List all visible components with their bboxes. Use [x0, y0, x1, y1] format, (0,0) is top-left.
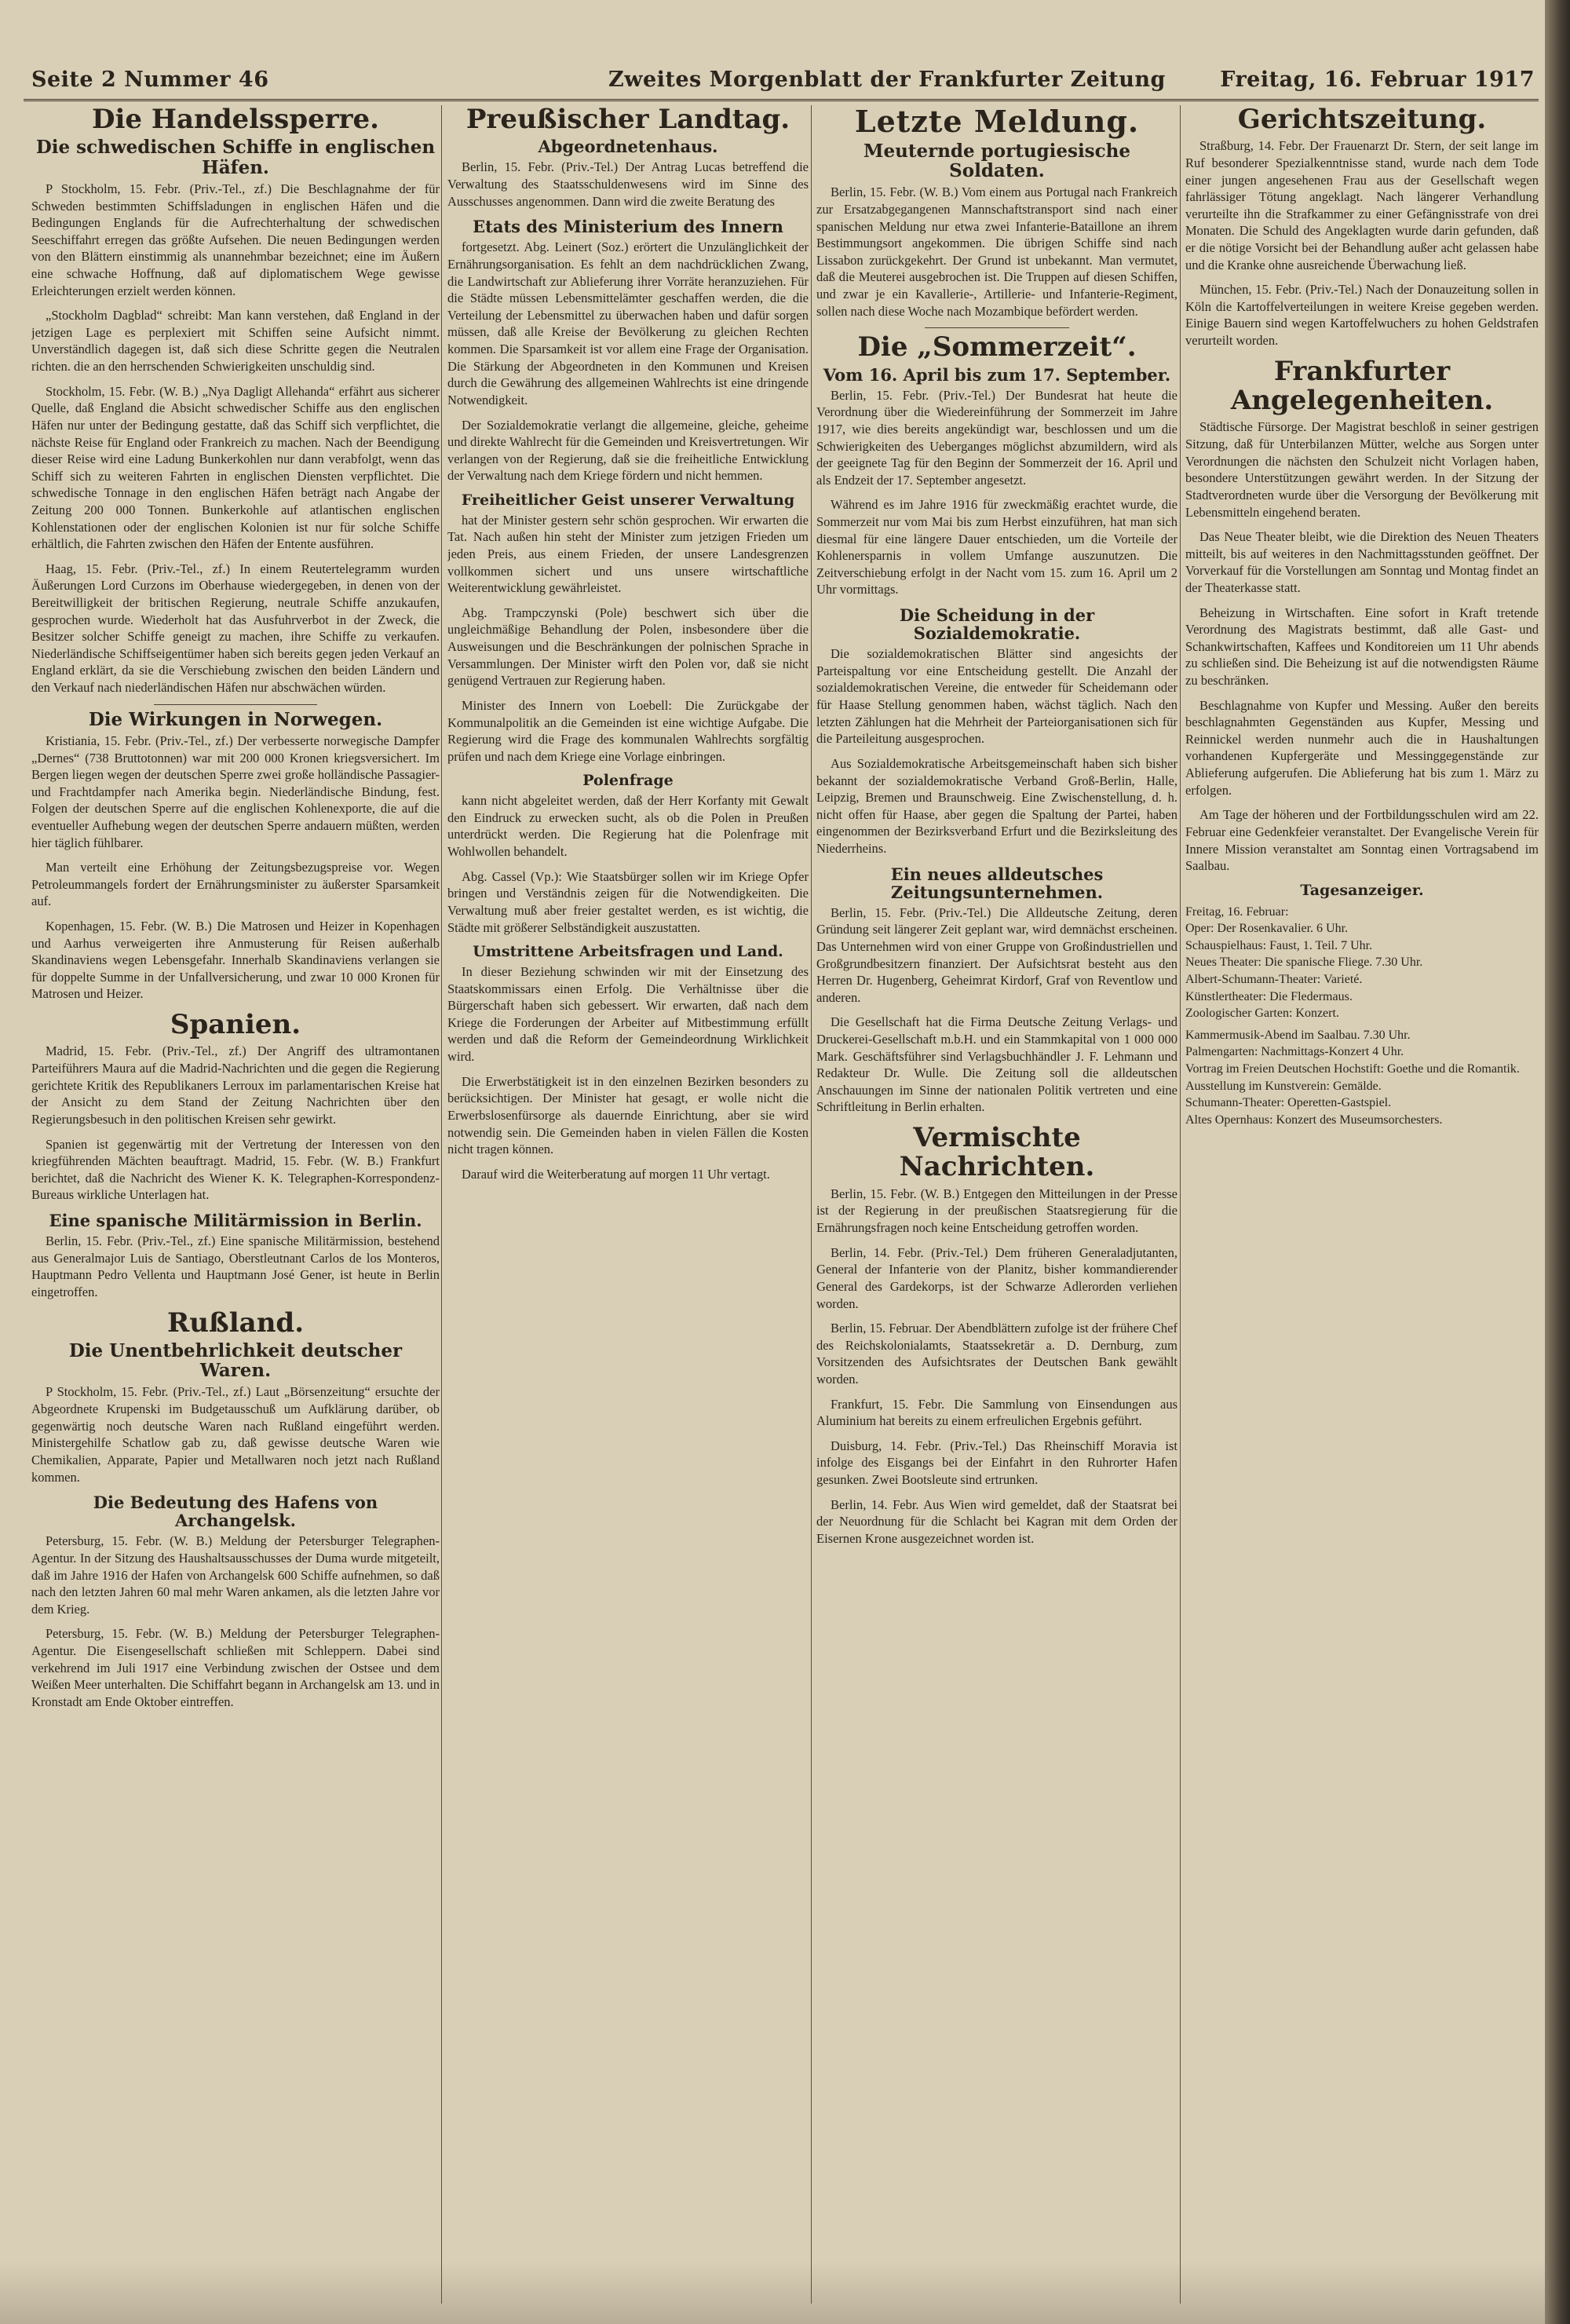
article-text: Städtische Fürsorge. Der Magistrat beschloß in seiner gestrigen Sitzung, daß für Unterbilanzen Mütter, welche aus Sorgen unter Verordnungen die nächsten den Schulzeit nicht Vorlagen haben, besondere Unterstützungen gewährt werden. In der Sitzung der Stadtverordneten wurde über die Versorgung der Bevölkerung mit Lebensmitteln eingehend beraten.	[1185, 419, 1539, 520]
article-text: kann nicht abgeleitet werden, daß der Herr Korfanty mit Gewalt den Eindruck zu erwecken sucht, als ob die Polen in Preußen unterdrückt werden. Die Regierung hat die Polenfrage mit Wohlwollen behandelt.	[447, 793, 809, 860]
article-text: Frankfurt, 15. Febr. Die Sammlung von Einsendungen aus Aluminium hat bereits zu einem erfreulichen Ergebnis geführt.	[816, 1396, 1178, 1429]
article-text: Die Erwerbstätigkeit ist in den einzelnen Bezirken besonders zu berücksichtigen. Der Minister hat gesagt, er wolle nicht die Erwerbslosenfürsorge als dauernde Einrichtung, aber sie wird notwendig sein. Die Gemeinden haben in vielen Fällen die Kosten nicht tragen können.	[447, 1073, 809, 1157]
article-heading: Die schwedischen Schiffe in englischen Häfen.	[35, 137, 436, 178]
article-text: Petersburg, 15. Febr. (W. B.) Meldung der Petersburger Telegraphen-Agentur. In der Sitzung des Haushaltsausschusses der Duma wurde mitgeteilt, daß im Jahre 1916 der Hafen von Archangelsk 600 Schiffe aufnehmen, so daß nach den letzten Jahren 60 mal mehr Waren ankamen, als die letzten Jahre vor dem Krieg.	[31, 1533, 440, 1617]
column-rule	[441, 105, 442, 2304]
page-edge-shading	[0, 2261, 1545, 2324]
article-text: Darauf wird die Weiterberatung auf morgen 11 Uhr vertagt.	[462, 1166, 770, 1182]
article-heading: Die „Sommerzeit“.	[857, 331, 1137, 364]
separator	[925, 327, 1069, 328]
column-4	[1185, 105, 1539, 2304]
article-heading: Eine spanische Militärmission in Berlin.	[49, 1210, 422, 1230]
article-text: Berlin, 15. Febr. (Priv.-Tel.) Der Antrag Lucas betreffend die Verwaltung des Staatsschuldenwesens wird im Sinne des Ausschusses angenommen. Dann wird die zweite Beratung des	[447, 159, 809, 209]
article-text: Kopenhagen, 15. Febr. (W. B.) Die Matrosen und Heizer in Kopenhagen und Aarhus verweigerten ihre Anmusterung für Reisen außerhalb Skandinaviens wegen Lebensgefahr. Innerhalb Skandinaviens verlangen sie für doppelte Summe in der Unfallversicherung, und zwar 10 000 Kronen für Matrosen und Heizer.	[31, 919, 440, 1002]
column-rule	[1180, 105, 1181, 2304]
article-heading: Freiheitlicher Geist unserer Verwaltung	[461, 491, 795, 509]
article-heading: Umstrittene Arbeitsfragen und Land.	[473, 943, 783, 961]
column-rule	[811, 105, 812, 2304]
section-heading: Frankfurter Angelegenheiten.	[1230, 355, 1494, 417]
article-text: Abg. Trampczynski (Pole) beschwert sich über die ungleichmäßige Behandlung der Polen, insbesondere über die Ausweisungen und die Beschränkungen der polnischen Sprache in Versammlungen. Der Minister wirft den Polen vor, daß sie nicht genügend Vertrauen zur Regierung haben.	[447, 605, 809, 689]
section-heading: Preußischer Landtag.	[466, 105, 790, 135]
newspaper-title: Zweites Morgenblatt der Frankfurter Zeitung	[608, 68, 1166, 92]
article-text: Berlin, 15. Febr. (W. B.) Vom einem aus Portugal nach Frankreich zur Ersatzabgegangenen Mannschaftstransport sind nach einer spanischen Meldung nur etwa zwei Infanterie-Bataillone an ihrem Bestimmungsort angekommen. Die übrigen Schiffe sind nach Lissabon zurückgekehrt. Der Grund ist unbekannt. Man vermutet, daß die Meuterei ausgebrochen ist. Die Truppen auf diesen Schiffen, und zwar je ein Kavallerie-, Artillerie- und Infanterie-Regiment, sollen nach diese Woche nach Mozambique befördert werden.	[816, 185, 1178, 319]
sub-heading: Abgeordnetenhaus.	[538, 137, 718, 157]
article-text: Beschlagnahme von Kupfer und Messing. Außer den bereits beschlagnahmten Gegenständen aus Kupfer, Messing und Reinnickel werden nunmehr auch die in Haushaltungen vorhandenen Kupfergeräte und Messinggegenstände zur Ablieferung aufgerufen. Die Ablieferung hat bis zum 1. März zu erfolgen.	[1185, 697, 1539, 798]
binding-edge	[1545, 0, 1570, 2324]
article-text: Berlin, 15. Febr. (Priv.-Tel.) Der Bundesrat hat heute die Verordnung über die Wiedereinführung der Sommerzeit im Jahre 1917, wie dies bereits angekündigt war, beschlossen und um die Schwierigkeiten des Ueberganges möglichst abzumildern, wird als der geeignete Tag für den Beginn der Sommerzeit der 16. April und als Endzeit der 17. September angesetzt.	[816, 387, 1178, 488]
article-text: Die Gesellschaft hat die Firma Deutsche Zeitung Verlags- und Druckerei-Gesellschaft m.b.H. und ein Stammkapital von 1 000 000 Mark. Geschäftsführer sind Verlagsbuchhändler J. F. Lehmann und Redakteur Dr. Wulle. Die Zeitung soll die alldeutschen Anschauungen im Sinne der nationalen Politik vertreten und eine Schriftleitung in Berlin erhalten.	[816, 1014, 1178, 1115]
article-text: München, 15. Febr. (Priv.-Tel.) Nach der Donauzeitung sollen in Köln die Kartoffelverteilungen in weitere Kreise gegeben werden. Einige Bauern sind wegen Kartoffelwuchers zu hohen Geldstrafen verurteilt worden.	[1185, 282, 1539, 349]
section-heading: Die Handelssperre.	[91, 105, 380, 135]
article-text: fortgesetzt. Abg. Leinert (Soz.) erörtert die Unzulänglichkeit der Ernährungsorganisation. Es fehlt an dem nachdrücklichen Zwang, die Landwirtschaft zur Ablieferung ihrer Vorräte heranzuziehen. Für die Städte müssen Lebensmittelämter geschaffen werden, die die Verteilung der Lebensmittel zu überwachen haben und dafür sorgen müssen, daß alle Kreise der Bevölkerung zu gleichen Rechten kommen. Die Sparsamkeit ist vor allem eine Frage der Organisation. Die Stärkung der Abgeordneten in den Kommunen und Kreisen durch die Gewährung des allgemeinen Wahlrechts ist eine dringende Notwendigkeit.	[447, 239, 809, 407]
column-2	[447, 105, 809, 2304]
article-heading: Polenfrage	[582, 772, 674, 790]
article-text: Die sozialdemokratischen Blätter sind angesichts der Parteispaltung vor eine Entscheidung gestellt. Die Anzahl der sozialdemokratischen Vereine, die entweder für Scheidemann oder für Haase Stellung genommen haben, wächst täglich. Nach den letzten Zählungen hat die Mehrheit der Parteiorganisationen sich für die Parteileitung ausgesprochen.	[816, 646, 1178, 747]
article-text: Berlin, 15. Febr. (Priv.-Tel.) Die Alldeutsche Zeitung, deren Gründung seit längerer Zeit geplant war, wird demnächst erscheinen. Das Unternehmen wird von einer Gruppe von Großindustriellen und Großgrundbesitzern finanziert. Der Aufsichtsrat besteht aus den Herren Dr. Hugenberg, Geheimrat Kirdorf, Graf von Reventlow und anderen.	[816, 904, 1178, 1005]
calendar-heading: Tagesanzeiger.	[1300, 881, 1424, 899]
page-number: Seite 2 Nummer 46	[31, 68, 269, 92]
sub-heading: Vom 16. April bis zum 17. September.	[823, 364, 1171, 385]
article-text: „Stockholm Dagblad“ schreibt: Man kann verstehen, daß England in der jetzigen Lage es perplexiert mit Schiffen seine Aufsicht nimmt. Unverständlich dagegen ist, daß sich diese Schritte gegen die Neutralen richten. die an den herrschenden Schwierigkeiten unschuldig sind.	[31, 308, 440, 375]
article-text: Berlin, 14. Febr. (Priv.-Tel.) Dem früheren Generaladjutanten, General der Infanterie von der Planitz, bisher kommandierender General des Gardekorps, ist der Schwarze Adlerorden verliehen worden.	[816, 1244, 1178, 1311]
article-text: Berlin, 15. Februar. Der Abendblättern zufolge ist der frühere Chef des Reichskolonialamts, Staatssekretär a. D. Dernburg, zum Vorsitzenden des Aufsichtsrates der Deutschen Bank gewählt worden.	[816, 1321, 1178, 1387]
article-heading: Die Wirkungen in Norwegen.	[88, 708, 383, 730]
article-text: Minister des Innern von Loebell: Die Zurückgabe der Kommunalpolitik an die Gemeinden ist eine wichtige Aufgabe. Die Regierung wird die Frage des kommunalen Wahlrechts sorgfältig prüfen und nach dem Kriege eine Vorlage einbringen.	[447, 697, 809, 764]
article-text: Petersburg, 15. Febr. (W. B.) Meldung der Petersburger Telegraphen-Agentur. Die Eisengesellschaft schließen mit Schleppern. Dabei sind verkehrend im Juli 1917 eine Verbindung zwischen der Ostsee und dem Weißen Meer unterhalten. Die Schiffahrt begann in Archangelsk am 13. und in Kronstadt am Ende Oktober eintreffen.	[31, 1626, 440, 1709]
masthead	[24, 60, 1539, 101]
article-text: Berlin, 15. Febr. (Priv.-Tel., zf.) Eine spanische Militärmission, bestehend aus Generalmajor Luis de Santiago, Oberstleutnant Carlos de los Monteros, Hauptmann Pedro Vellenta und Hauptmann José Gener, ist heute in Berlin eingetroffen.	[31, 1233, 440, 1299]
article-text: Der Sozialdemokratie verlangt die allgemeine, gleiche, geheime und direkte Wahlrecht für die Gemeinden und Kreisvertretungen. Wir verlangen von der Regierung, daß sie die freiheitliche Entwicklung der Verwaltung nach dem Kriege fördern und nicht hemmen.	[447, 417, 809, 484]
section-heading: Spanien.	[170, 1009, 301, 1041]
column-3	[816, 105, 1178, 2304]
section-heading: Gerichtszeitung.	[1237, 105, 1487, 135]
section-heading: Rußland.	[166, 1306, 305, 1339]
section-heading: Letzte Meldung.	[854, 105, 1140, 139]
article-text: Spanien ist gegenwärtig mit der Vertretung der Interessen von den kriegführenden Mächten beauftragt. Madrid, 15. Febr. (W. B.) Frankfurt berichtet, daß die Nachricht des Wiener K. K. Telegraphen-Korrespondenz-Bureaus wirkliche Unterlagen hat.	[31, 1136, 440, 1203]
separator	[154, 704, 317, 705]
article-text: Beheizung in Wirtschaften. Eine sofort in Kraft tretende Verordnung des Magistrats bestimmt, daß alle Gast- und Schankwirtschaften, Kaffees und Konditoreien um 11 Uhr abends zu schließen sind. Die Beheizung ist auf die notwendigsten Räume zu beschränken.	[1185, 605, 1539, 689]
section-heading: Vermischte Nachrichten.	[899, 1122, 1095, 1183]
article-text: Während es im Jahre 1916 für zweckmäßig erachtet wurde, die Sommerzeit nur vom Mai bis zum Herbst einzuführen, hat man sich diesmal für eine längere Dauer entschieden, um die Vorteile der Kohlenersparnis in vollem Umfange auszunutzen. Die Zeitverschiebung erfolgt in der Nacht vom 15. zum 16. April um 2 Uhr vormittags.	[816, 497, 1178, 597]
article-text: Berlin, 15. Febr. (W. B.) Entgegen den Mitteilungen in der Presse ist der Regierung in der preußischen Staatsregierung für die Ernährungsfragen noch keine Entscheidung getroffen worden.	[816, 1186, 1178, 1236]
calendar-listing: Kammermusik-Abend im Saalbau. 7.30 Uhr. Palmengarten: Nachmittags-Konzert 4 Uhr. Vortrag im Freien Deutschen Hochstift: Goethe und die Romantik. Ausstellung im Kunstverein: Gemälde. Schumann-Theater: Operetten-Gastspiel. Altes Opernhaus: Konzert des Museumsorchesters.	[1185, 1028, 1520, 1127]
article-text: Duisburg, 14. Febr. (Priv.-Tel.) Das Rheinschiff Moravia ist infolge des Eisgangs bei der Einfahrt in den Ruhrorter Hafen gesunken. Zwei Bootsleute sind ertrunken.	[816, 1438, 1178, 1487]
article-text: Straßburg, 14. Febr. Der Frauenarzt Dr. Stern, der seit lange im Ruf besonderer Spezialkenntnisse stand, wurde nach dem Tode einer jungen angesehenen Frau aus der Gesellschaft wegen fahrlässiger Tötung angeklagt. Nach längerer Verhandlung verurteilte ihn die Strafkammer zu einer Gefängnisstrafe von drei Monaten. Die Schuld des Angeklagten wurde darin gefunden, daß er die nötige Vorsicht bei der Behandlung außer acht gelassen habe und die Kranke ohne ausreichende Überwachung ließ.	[1185, 138, 1539, 272]
article-heading: Etats des Ministerium des Innern	[473, 217, 783, 237]
article-heading: Meuternde portugiesische Soldaten.	[864, 140, 1130, 182]
issue-date: Freitag, 16. Februar 1917	[1220, 68, 1535, 92]
article-text: Aus Sozialdemokratische Arbeitsgemeinschaft haben sich bisher bekannt der sozialdemokratische Verband Groß-Berlin, Halle, Leipzig, Bremen und Braunschweig. Eine Zwischenstellung, d. h. nicht offen für Haase, aber gegen die Spaltung der Partei, haben eingenommen der Bezirksverband Erfurt und die Bezirksleitung des Niederrheins.	[816, 755, 1178, 856]
article-text: hat der Minister gestern sehr schön gesprochen. Wir erwarten die Tat. Nach außen hin steht der Minister zum jetzigen Frieden um jeden Preis, aus einem Frieden, der unsere Landesgrenzen vollkommen sichert und uns unsere wirtschaftliche Weiterentwicklung gewährleistet.	[447, 512, 809, 596]
article-text: Man verteilt eine Erhöhung der Zeitungsbezugspreise vor. Wegen Petroleummangels fordert der Ernährungsminister zu äußerster Sparsamkeit auf.	[31, 860, 440, 909]
article-text: P Stockholm, 15. Febr. (Priv.-Tel., zf.) Laut „Börsenzeitung“ ersuchte der Abgeordnete Krupenski im Budgetausschuß um Aufklärung darüber, ob gegenwärtig noch deutsche Waren nach Rußland eingeführt werden. Ministergehilfe Schatlow gab zu, daß gewisse deutsche Waren wie Chemikalien, Apparate, Papier und Metallwaren noch jetzt nach Rußland kommen.	[31, 1384, 440, 1485]
article-text: Haag, 15. Febr. (Priv.-Tel., zf.) In einem Reutertelegramm wurden Äußerungen Lord Curzons im Oberhause wiedergegeben, in denen von der Bereitwilligkeit der britischen Regierung, neutrale Schiffe anzukaufen, gesprochen wurde. Wiederholt hat das Ausfuhrverbot in der Zweck, die Besitzer solcher Schiffe geneigt zu machen, ihre Schiffe zu verkaufen. Niederländische Schiffseigentümer haben sich bereits gegen jeden Verkauf an England erklärt, da sie die Verschiebung zwischen den beiden Ländern und den Verkauf nach niederländischen Häfen nur abschwächen würden.	[31, 561, 440, 696]
article-text: Abg. Cassel (Vp.): Wie Staatsbürger sollen wir im Kriege Opfer bringen und Verständnis zeigen für die Notwendigkeiten. Die Verwaltung muß aber freier gestaltet werden, es ist wichtig, die Städte mit größerer Selbständigkeit auszustatten.	[447, 868, 809, 935]
article-heading: Die Unentbehrlichkeit deutscher Waren.	[68, 1339, 403, 1382]
article-text: P Stockholm, 15. Febr. (Priv.-Tel., zf.) Die Beschlagnahme der für Schweden bestimmten Schiffsladungen in englischen Häfen und die Bedingungen Englands für die Aufrechterhaltung der schwedischen Seeschiffahrt erregen das größte Aufsehen. Die neuen Bedingungen werden von den Blättern einstimmig als unannehmbar bezeichnet; eine im Äußern eine schwache Hoffnung, daß auf diplomatischem Wege gewisse Erleichterungen erzielt werden können.	[31, 181, 440, 298]
article-text: Madrid, 15. Febr. (Priv.-Tel., zf.) Der Angriff des ultramontanen Parteiführers Maura auf die Madrid-Nachrichten und die gegen die Regierung gerichtete Kritik des Republikaners Lerroux im parlamentarischen Kreise hat der Ansicht zu dem Stand der Zeitung Nachrichten über den Regierungsbesuch in den politischen Kreisen sehr gewirkt.	[31, 1043, 440, 1127]
article-heading: Die Scheidung in der Sozialdemokratie.	[899, 605, 1095, 644]
article-text: In dieser Beziehung schwinden wir mit der Einsetzung des Staatskommissars einen Erfolg. Die Verhältnisse über die Bürgerschaft haben sich gebessert. Wir erwarten, daß nach dem Kriege die Forderungen der Arbeiter auf Mitbestimmung erfüllt werden und daß die Reform der Gemeindeordnung Wirklichkeit wird.	[447, 964, 809, 1065]
column-1	[31, 105, 440, 2304]
article-text: Kristiania, 15. Febr. (Priv.-Tel., zf.) Der verbesserte norwegische Dampfer „Dernes“ (738 Bruttotonnen) war mit 200 000 Kronen kriegsversichert. Im Bergen liegen wegen der deutschen Sperre zwei große holländische Passagier- und Frachtdampfer nach Amerika begin. Niederländische Bindung, fest. Folgen der deutschen Sperre auf die englischen Kohlenexporte, die auf die eventueller Aufhebung wegen der deutschen Sperre andauern müßten, werden hier täglich fühlbarer.	[31, 733, 440, 850]
calendar-listing: Freitag, 16. Februar: Oper: Der Rosenkavalier. 6 Uhr. Schauspielhaus: Faust, 1. Teil. 7 Uhr. Neues Theater: Die spanische Fliege. 7.30 Uhr. Albert-Schumann-Theater: Varieté. Künstlertheater: Die Fledermaus. Zoologischer Garten: Konzert.	[1185, 904, 1423, 1021]
article-text: Am Tage der höheren und der Fortbildungsschulen wird am 22. Februar eine Gedenkfeier veranstaltet. Der Evangelische Verein für Innere Mission veranstaltet am Sonntag einen Vortragsabend im Saalbau.	[1185, 807, 1539, 874]
article-heading: Die Bedeutung des Hafens von Archangelsk.	[93, 1493, 378, 1531]
article-text: Berlin, 14. Febr. Aus Wien wird gemeldet, daß der Staatsrat bei der Neuordnung für die Schlacht bei Kagran mit dem Orden der Eisernen Krone ausgezeichnet worden ist.	[816, 1496, 1178, 1546]
article-heading: Ein neues alldeutsches Zeitungsunternehmen.	[890, 864, 1104, 902]
article-text: Das Neue Theater bleibt, wie die Direktion des Neuen Theaters mitteilt, bis auf weiteres in den Nachmittagsstunden geöffnet. Der Vorverkauf für die Vorstellungen am Sonntag und Montag findet an der Theaterkasse statt.	[1185, 529, 1539, 595]
article-text: Stockholm, 15. Febr. (W. B.) „Nya Dagligt Allehanda“ erfährt aus sicherer Quelle, daß England die Absicht schwedischer Schiffe aus den englischen Häfen nur unter der Bedingung gestatte, daß das Schiff sich verpflichtet, die nächste Reise für England oder Frankreich zu machen. Nach der Beendigung dieser Reise wird eine Ladung Bunkerkohlen nur dann verabfolgt, wenn das Schiff sich zu weiteren Fahrten in englischen Diensten verpflichtet. Die schwedische Tonnage in den englischen Häfen beträgt nach Angabe der Zeitung 200 000 Tonnen. Bunkerkohle auf atlantischen englischen Kohlenstationen oder der englischen Kolonien ist nur für solche Schiffe erhältlich, die Fahrten zwischen den Häfen der Entente ausführen.	[31, 383, 440, 552]
